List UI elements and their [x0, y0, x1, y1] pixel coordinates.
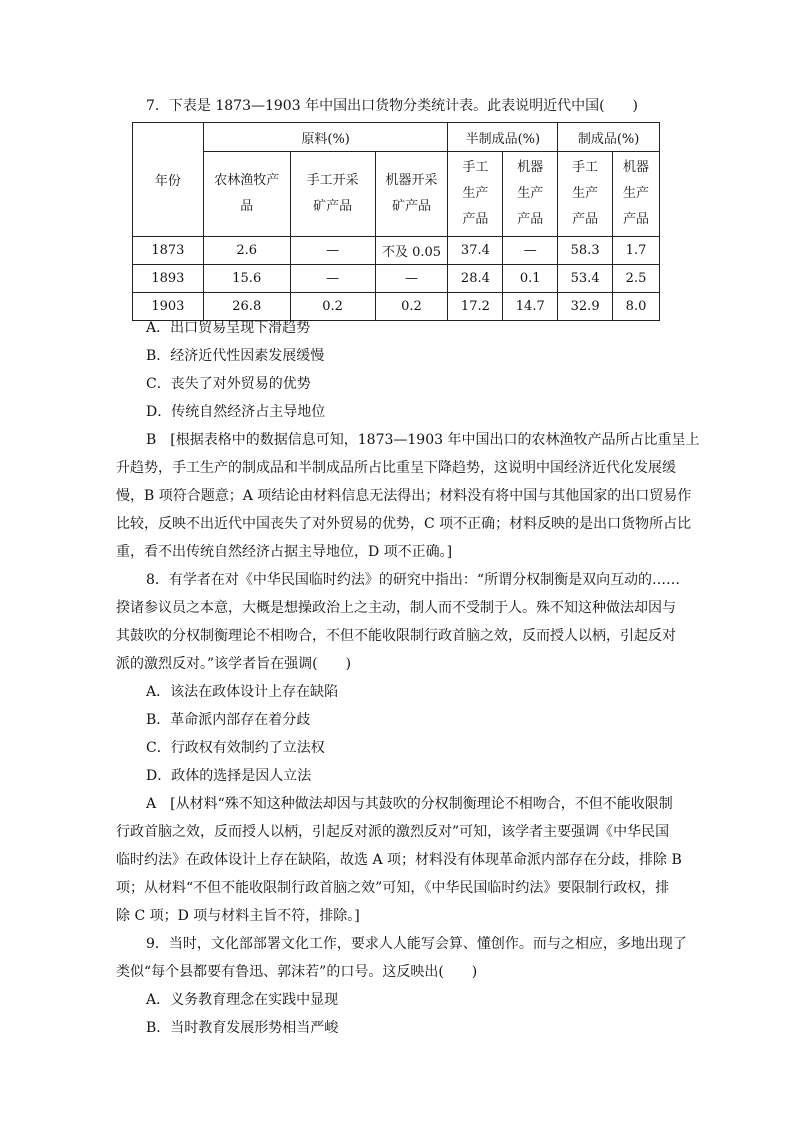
- q8-stem-line: 揆诸参议员之本意，大概是想操政治上之主动，制人而不受制于人。殊不知这种做法却因与: [116, 600, 676, 616]
- cell-year: 1893: [133, 265, 204, 293]
- export-statistics-table: [132, 122, 660, 321]
- table-row: [133, 293, 660, 321]
- q9-option-a: A．义务教育理念在实践中显现: [146, 992, 339, 1008]
- q8-answer-line: 临时约法》在政体设计上存在缺陷，故选 A 项；材料没有体现革命派内部存在分歧，排除 B: [116, 852, 682, 868]
- subheader: 机器开采矿产品: [375, 152, 448, 237]
- subheader: 机器生产产品: [613, 152, 660, 237]
- cell: —: [375, 265, 448, 293]
- cell: 17.2: [448, 293, 503, 321]
- q8-option-a: A．该法在政体设计上存在缺陷: [146, 684, 339, 700]
- cell: 26.8: [203, 293, 290, 321]
- cell: 不及 0.05: [375, 237, 448, 265]
- table-row: [133, 237, 660, 265]
- q8-stem-line: 其鼓吹的分权制衡理论不相吻合，不但不能收限制行政首脑之效，反而授人以柄，引起反对: [116, 628, 676, 644]
- subheader: 农林渔牧产品: [203, 152, 290, 237]
- cell-year: 1903: [133, 293, 204, 321]
- q9-stem-line: 9．当时，文化部部署文化工作，要求人人能写会算、懂创作。而与之相应，多地出现了: [146, 936, 687, 952]
- q8-answer-line: 行政首脑之效，反而授人以柄，引起反对派的激烈反对”可知，该学者主要强调《中华民国: [116, 824, 670, 840]
- cell: 32.9: [558, 293, 613, 321]
- q7-option-b: B．经济近代性因素发展缓慢: [146, 348, 325, 364]
- cell: 28.4: [448, 265, 503, 293]
- cell: 1.7: [613, 237, 660, 265]
- year-header: 年份: [133, 123, 204, 237]
- cell: —: [503, 237, 558, 265]
- q8-option-b: B．革命派内部存在着分歧: [146, 712, 311, 728]
- q8-option-c: C．行政权有效制约了立法权: [146, 740, 325, 756]
- q9-option-b: B．当时教育发展形势相当严峻: [146, 1020, 339, 1036]
- subheader: 手工生产产品: [558, 152, 613, 237]
- cell-year: 1873: [133, 237, 204, 265]
- table-row: [133, 265, 660, 293]
- cell: 8.0: [613, 293, 660, 321]
- cell: 0.2: [375, 293, 448, 321]
- group-header-raw: 原料(%): [203, 123, 448, 152]
- cell: 15.6: [203, 265, 290, 293]
- q9-stem-line: 类似“每个县都要有鲁迅、郭沫若”的口号。这反映出( ): [116, 964, 478, 980]
- q7-option-c: C．丧失了对外贸易的优势: [146, 376, 311, 392]
- q7-answer-line: 慢，B 项符合题意；A 项结论由材料信息无法得出；材料没有将中国与其他国家的出口贸易作: [116, 488, 692, 504]
- cell: 37.4: [448, 237, 503, 265]
- cell: 53.4: [558, 265, 613, 293]
- q7-answer-line: 升趋势，手工生产的制成品和半制成品所占比重呈下降趋势，这说明中国经济近代化发展缓: [116, 460, 676, 476]
- cell: 58.3: [558, 237, 613, 265]
- cell: 0.2: [290, 293, 375, 321]
- group-header-semi: 半制成品(%): [448, 123, 558, 152]
- subheader: 手工开采矿产品: [290, 152, 375, 237]
- q8-stem-line: 派的激烈反对。”该学者旨在强调( ): [116, 656, 352, 672]
- q8-option-d: D．政体的选择是因人立法: [146, 768, 312, 784]
- cell: 0.1: [503, 265, 558, 293]
- group-header-finished: 制成品(%): [558, 123, 660, 152]
- cell: 2.6: [203, 237, 290, 265]
- q8-stem-line: 8．有学者在对《中华民国临时约法》的研究中指出：“所谓分权制衡是双向互动的……: [146, 572, 681, 588]
- q7-answer-line: B [根据表格中的数据信息可知，1873—1903 年中国出口的农林渔牧产品所占比重呈上: [146, 432, 700, 448]
- cell: —: [290, 237, 375, 265]
- q8-answer-line: 除 C 项；D 项与材料主旨不符，排除。]: [116, 908, 360, 924]
- subheader: 机器生产产品: [503, 152, 558, 237]
- q7-option-a: A．出口贸易呈现下滑趋势: [146, 320, 311, 336]
- q7-answer-line: 重，看不出传统自然经济占据主导地位，D 项不正确。]: [116, 544, 453, 560]
- q7-option-d: D．传统自然经济占主导地位: [146, 404, 326, 420]
- cell: 14.7: [503, 293, 558, 321]
- q7-answer-line: 比较，反映不出近代中国丧失了对外贸易的优势，C 项不正确；材料反映的是出口货物所占比: [116, 516, 692, 532]
- cell: —: [290, 265, 375, 293]
- q8-answer-line: 项；从材料“不但不能收限制行政首脑之效”可知，《中华民国临时约法》要限制行政权，排: [116, 880, 670, 896]
- cell: 2.5: [613, 265, 660, 293]
- subheader: 手工生产产品: [448, 152, 503, 237]
- question-7-stem: 7．下表是 1873—1903 年中国出口货物分类统计表。此表说明近代中国( ): [146, 98, 638, 114]
- q8-answer-line: A [从材料“殊不知这种做法却因与其鼓吹的分权制衡理论不相吻合，不但不能收限制: [146, 796, 673, 812]
